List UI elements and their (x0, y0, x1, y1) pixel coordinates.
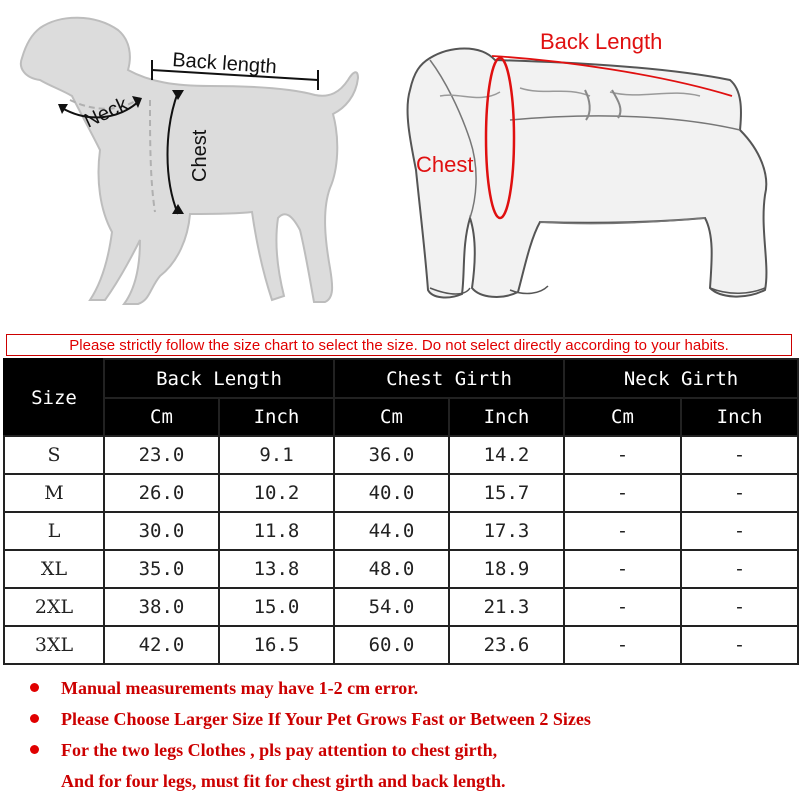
note-text: Manual measurements may have 1-2 cm error. (61, 678, 419, 698)
value-cell: 38.0 (104, 588, 219, 626)
value-cell: 30.0 (104, 512, 219, 550)
note-item (30, 707, 790, 738)
value-cell: 13.8 (219, 550, 334, 588)
unit-header: Inch (449, 398, 564, 436)
notes-list (30, 676, 790, 800)
value-cell: 21.3 (449, 588, 564, 626)
unit-header: Cm (564, 398, 681, 436)
dog-neck-label: Neck (80, 93, 132, 133)
garment-chest-label: Chest (416, 152, 474, 177)
value-cell: - (681, 512, 798, 550)
size-cell: 3XL (4, 626, 104, 664)
bullet-dot-icon (30, 745, 39, 754)
note-item-continuation (30, 769, 790, 800)
value-cell: - (564, 626, 681, 664)
measurement-illustration (0, 0, 800, 330)
value-cell: 23.0 (104, 436, 219, 474)
dog-back-label: Back length (171, 49, 278, 79)
value-cell: 26.0 (104, 474, 219, 512)
unit-header: Inch (681, 398, 798, 436)
table-row (4, 436, 798, 474)
value-cell: 15.7 (449, 474, 564, 512)
value-cell: 48.0 (334, 550, 449, 588)
table-row (4, 588, 798, 626)
value-cell: 44.0 (334, 512, 449, 550)
size-chart-table (3, 358, 799, 665)
bullet-dot-icon (30, 683, 39, 692)
garment-back-label: Back Length (540, 29, 663, 54)
value-cell: - (681, 474, 798, 512)
value-cell: 9.1 (219, 436, 334, 474)
value-cell: 15.0 (219, 588, 334, 626)
unit-header: Cm (104, 398, 219, 436)
size-cell: M (4, 474, 104, 512)
size-cell: 2XL (4, 588, 104, 626)
value-cell: - (564, 436, 681, 474)
value-cell: 14.2 (449, 436, 564, 474)
value-cell: - (564, 550, 681, 588)
back-length-header: Back Length (104, 359, 334, 398)
value-cell: 11.8 (219, 512, 334, 550)
value-cell: - (681, 588, 798, 626)
table-row (4, 626, 798, 664)
value-cell: 16.5 (219, 626, 334, 664)
value-cell: 40.0 (334, 474, 449, 512)
value-cell: 36.0 (334, 436, 449, 474)
table-unit-row (4, 398, 798, 436)
table-row (4, 512, 798, 550)
neck-girth-header: Neck Girth (564, 359, 798, 398)
value-cell: 10.2 (219, 474, 334, 512)
value-cell: 17.3 (449, 512, 564, 550)
table-row (4, 550, 798, 588)
value-cell: - (564, 474, 681, 512)
value-cell: - (681, 626, 798, 664)
size-cell: XL (4, 550, 104, 588)
size-warning-banner: Please strictly follow the size chart to select the size. Do not select directly according to your habits. (6, 334, 792, 356)
size-column-header: Size (4, 359, 104, 436)
value-cell: 54.0 (334, 588, 449, 626)
bullet-dot-icon (30, 714, 39, 723)
value-cell: 35.0 (104, 550, 219, 588)
note-item (30, 738, 790, 769)
unit-header: Inch (219, 398, 334, 436)
note-text: Please Choose Larger Size If Your Pet Grows Fast or Between 2 Sizes (61, 709, 591, 729)
dog-chest-label: Chest (189, 129, 211, 182)
table-header-row (4, 359, 798, 398)
value-cell: - (681, 550, 798, 588)
note-text: And for four legs, must fit for chest girth and back length. (61, 771, 506, 791)
unit-header: Cm (334, 398, 449, 436)
note-text: For the two legs Clothes , pls pay attention to chest girth, (61, 740, 498, 760)
chest-girth-header: Chest Girth (334, 359, 564, 398)
value-cell: - (564, 588, 681, 626)
note-item (30, 676, 790, 707)
table-row (4, 474, 798, 512)
value-cell: - (681, 436, 798, 474)
value-cell: 18.9 (449, 550, 564, 588)
size-cell: L (4, 512, 104, 550)
size-cell: S (4, 436, 104, 474)
value-cell: 23.6 (449, 626, 564, 664)
value-cell: 42.0 (104, 626, 219, 664)
value-cell: - (564, 512, 681, 550)
value-cell: 60.0 (334, 626, 449, 664)
